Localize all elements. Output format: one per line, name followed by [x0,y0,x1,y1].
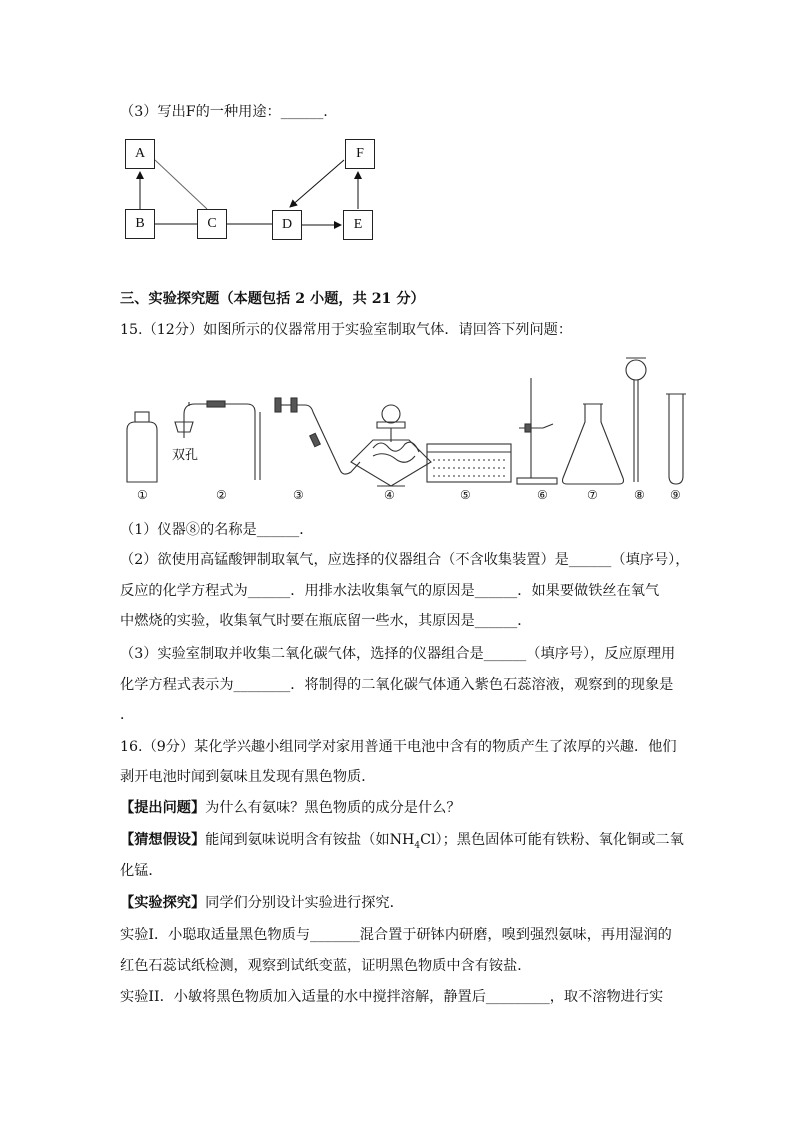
q15-part3-line1: （3）实验室制取并收集二氧化碳气体，选择的仪器组合是______（填序号），反应原理用 [120,646,676,662]
edge-f-d [290,160,344,207]
q15-part2-line2: 反应的化学方程式为______．用排水法收集氧气的原因是______．如果要做铁丝在氧气 [120,583,660,599]
apparatus-num-8: ⑧ [634,488,645,502]
hypothesis-text-b: Cl）；黑色固体可能有铁粉、氧化铜或二氧 [420,832,684,848]
q15-part3-line3: ． [120,707,135,723]
question-text: 为什么有氨味？黑色物质的成分是什么？ [205,800,461,816]
diagram-lines [0,0,794,260]
apparatus-num-2: ② [216,488,227,502]
apparatus-num-5: ⑤ [460,488,471,502]
q16-question [120,798,461,818]
hypothesis-subscript: 4 [414,840,421,851]
apparatus-8-funnel [626,358,646,482]
q15-part2-line1: （2）欲使用高锰酸钾制取氧气，应选择的仪器组合（不含收集装置）是______（填序号）， [120,552,690,568]
node-b: B [125,209,155,239]
apparatus-num-3: ③ [293,488,304,502]
q15-part2-line3: 中燃烧的实验，收集氧气时要在瓶底留一些水，其原因是______． [120,613,532,629]
q16-explore [120,893,404,913]
q15-part3-line2: 化学方程式表示为________．将制得的二氧化碳气体通入紫色石蕊溶液，观察到的现象是 [120,677,674,693]
q16-exp1b: 红色石蕊试纸检测，观察到试纸变蓝，证明黑色物质中含有铵盐． [120,958,532,974]
node-a: A [125,139,155,169]
hypothesis-text-a: 能闻到氨味说明含有铵盐（如NH [205,832,415,848]
q3-line: （3）写出F的一种用途：______. [120,104,328,120]
node-f: F [345,139,375,169]
apparatus-4-lamp [351,405,431,486]
q15-part1: （1）仪器⑧的名称是______． [120,522,314,538]
q15-intro: 15.（12分）如图所示的仪器常用于实验室制取气体．请回答下列问题： [120,322,573,338]
edge-a-c [155,160,207,209]
node-c: C [197,209,227,239]
apparatus-num-4: ④ [384,488,395,502]
apparatus-7-conical-flask [563,404,624,484]
apparatus-num-7: ⑦ [587,488,598,502]
explore-label: 【实验探究】 [120,895,206,911]
apparatus-9-test-tube [666,394,686,484]
section-heading: 三、实验探究题（本题包括 2 小题，共 21 分） [120,291,425,307]
apparatus-5-trough [427,444,511,482]
hypothesis-label: 【猜想假设】 [120,832,206,848]
apparatus-num-1: ① [137,488,148,502]
apparatus-tag-double-hole: 双孔 [172,448,199,463]
question-label: 【提出问题】 [120,800,206,816]
apparatus-1-bottle [127,412,157,482]
apparatus-num-6: ⑥ [537,488,548,502]
apparatus-6-iron-stand [517,378,557,484]
q16-intro: 16.（9分）某化学兴趣小组同学对家用普通干电池中含有的物质产生了浓厚的兴趣．他们 [120,739,677,755]
q16-exp2: 实验II．小敏将黑色物质加入适量的水中搅拌溶解，静置后_________，取不溶物进行实 [120,989,664,1005]
apparatus-svg [115,352,695,504]
apparatus-3-bent-tube [275,398,360,474]
q16-intro2: 剥开电池时闻到氨味且发现有黑色物质． [120,769,376,785]
q16-exp1: 实验Ⅰ．小聪取适量黑色物质与_______混合置于研钵内研磨，嗅到强烈氨味，再用湿润的 [120,927,672,943]
apparatus-figure [115,352,695,504]
explore-text: 同学们分别设计实验进行探究． [205,895,404,911]
node-e: E [343,210,373,240]
apparatus-2-stopper-tube [175,401,260,480]
q16-hypothesis [120,830,684,856]
relation-diagram [0,0,794,260]
node-d: D [272,210,302,240]
apparatus-num-9: ⑨ [670,488,681,502]
q16-hypothesis-cont: 化锰． [120,863,163,879]
